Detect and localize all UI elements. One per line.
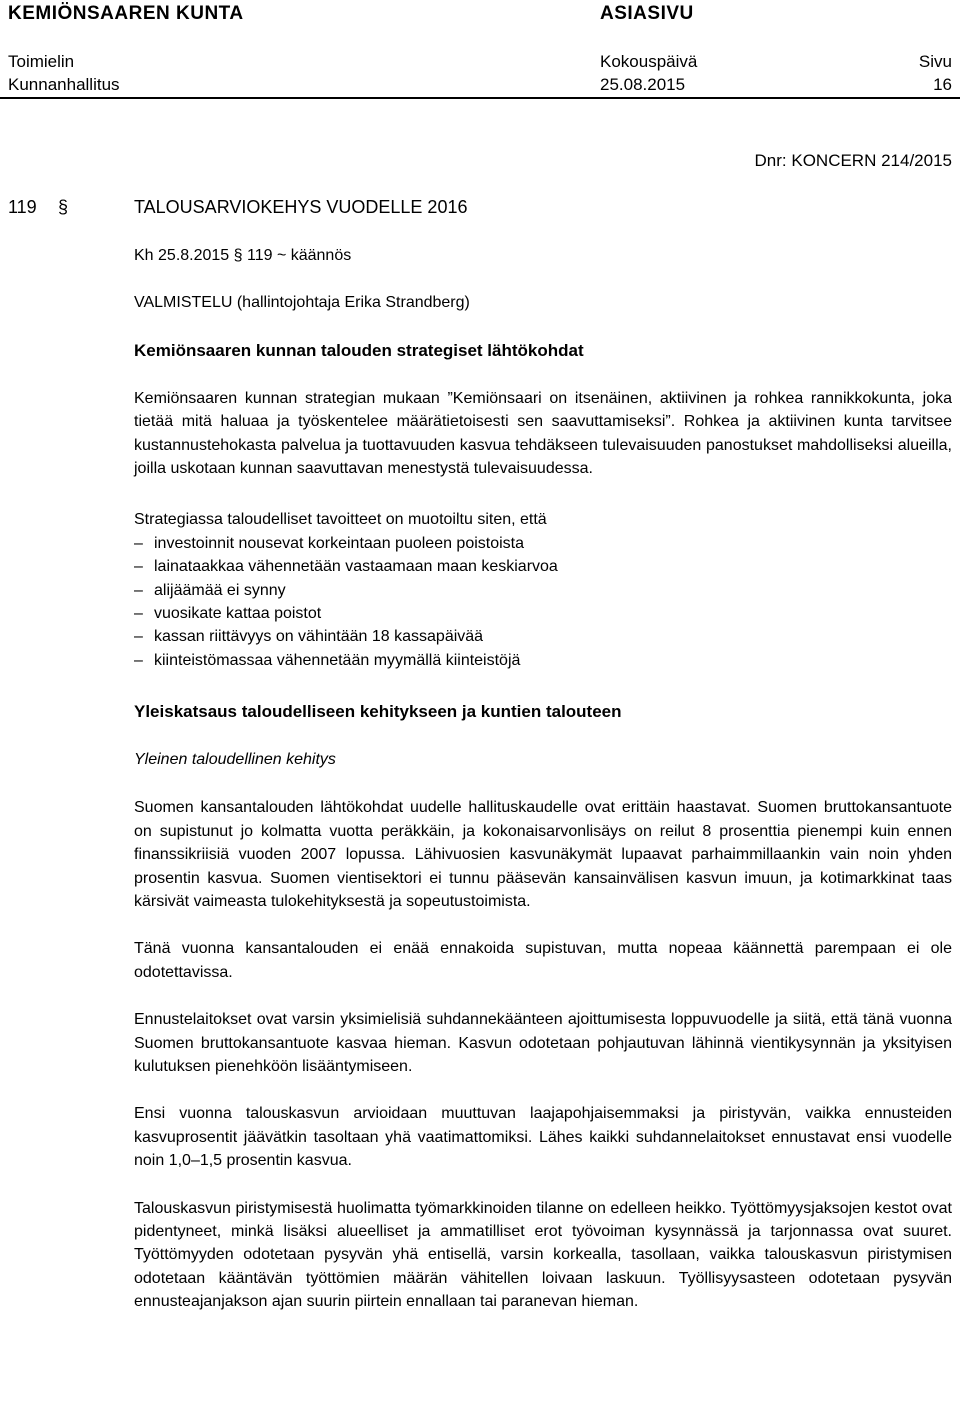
document-type: ASIASIVU xyxy=(600,3,694,24)
section-heading-overview: Yleiskatsaus taloudelliseen kehitykseen ja kuntien talouteen xyxy=(134,702,622,722)
list-item: – kassan riittävyys on vähintään 18 kassapäivää xyxy=(134,628,484,646)
goals-list xyxy=(134,532,952,672)
page-number: 16 xyxy=(933,75,952,94)
list-item: – lainataakkaa vähennetään vastaamaan maan keskiarvoa xyxy=(134,558,558,576)
paragraph-forecasts: Ennustelaitokset ovat varsin yksimielisiä suhdannekäänteen ajoittumisesta loppuvuodelle ja siitä, että tänä vuonna Suomen bruttokansantuote kasvaa hieman. Kasvun odotetaan pohjautuvan lähinnä vientikysynnän ja yksityisen kulutuksen pienehköön lisääntymiseen. xyxy=(134,1011,952,1075)
list-item: – alijäämää ei synny xyxy=(134,581,286,599)
section-mark: § xyxy=(58,197,69,217)
item-title: TALOUSARVIOKEHYS VUODELLE 2016 xyxy=(134,197,468,217)
record-number: Dnr: KONCERN 214/2015 xyxy=(754,151,952,170)
list-item: – vuosikate kattaa poistot xyxy=(134,605,322,623)
section-heading-strategy: Kemiönsaaren kunnan talouden strategiset lähtökohdat xyxy=(134,340,584,360)
document-body xyxy=(134,244,952,1314)
subheading-general: Yleinen taloudellinen kehitys xyxy=(134,751,336,769)
paragraph-outlook: Tänä vuonna kansantalouden ei enää ennakoida supistuvan, mutta nopeaa käännettä parempaan ei ole odotettavissa. xyxy=(134,940,952,981)
item-number: 119 xyxy=(8,197,37,217)
paragraph-labour-market: Talouskasvun piristymisestä huolimatta työmarkkinoiden tilanne on edelleen heikko. Työttömyysjaksojen kestot ovat pidentyneet, minkä lisäksi alueelliset ja ammatilliset erot työvoiman kysynnässä ja tarjonnassa ovat suuret. Työttömyyden odotetaan pysyvän yhä entisellä, varsin korkealla, tasollaan, vaikka talouskasvun piristymisen odotetaan kääntävän työttömien määrän vähitellen loivaan laskuun. Työllisyysasteen odotetaan pysyvän ennusteajanjakson ajan suurin piirtein ennallaan tai paranevan hieman. xyxy=(134,1199,952,1311)
list-item: – kiinteistömassaa vähennetään myymällä kiinteistöjä xyxy=(134,651,521,669)
reference-line: Kh 25.8.2015 § 119 ~ käännös xyxy=(134,247,352,264)
paragraph-economy: Suomen kansantalouden lähtökohdat uudelle hallituskaudelle ovat erittäin haastavat. Suomen bruttokansantuote on supistunut jo kolmatta vuotta peräkkäin, ja kokonaisarvonlisäys on reilut 8 prosenttia pienempi kuin ennen finanssikriisiä vuoden 2007 lopussa. Lähivuosien kasvunäkymät lupaavat parhaimmillaankin vain noin yhden prosentin kasvua. Suomen vientisektori ei tunnu pääsevän kansainvälisen kasvun imuun, ja kotimarkkinat taas kärsivät vaimeasta tulokehityksestä ja sopeutustoimista. xyxy=(134,799,952,910)
header-divider xyxy=(0,97,960,99)
page-header xyxy=(0,0,960,100)
page-label: Sivu xyxy=(918,52,952,71)
list-item: – investoinnit nousevat korkeintaan puoleen poistoista xyxy=(134,534,525,552)
paragraph-next-year: Ensi vuonna talouskasvun arvioidaan muuttuvan laajapohjaisemmaksi ja piristyvän, vaikka ennusteiden kasvuprosentit jäävätkin tasoltaan yhä vaatimattomiksi. Lähes kaikki suhdannelaitokset ennustavat ensi vuodelle noin 1,0–1,5 prosentin kasvua. xyxy=(134,1105,952,1170)
strategy-intro: Strategiassa taloudelliset tavoitteet on muotoiltu siten, että xyxy=(134,511,547,529)
meeting-date-value: 25.08.2015 xyxy=(600,75,686,94)
paragraph-strategy: Kemiönsaaren kunnan strategian mukaan ”Kemiönsaari on itsenäinen, aktiivinen ja rohkea rannikkokunta, joka tietää mitä haluaa ja työskentelee määrätietoisesti sen saavuttamiseksi”. Rohkea ja aktiivinen kunta tarvitsee kustannustehokasta palvelua ja tuottavuuden kasvua tehdäkseen tulevaisuuden panostukset mahdolliseksi alueilla, joilla uskotaan kunnan saavuttavan menestystä tulevaisuudessa. xyxy=(134,389,952,478)
meeting-date-label: Kokouspäivä xyxy=(600,52,698,71)
preparation-line: VALMISTELU (hallintojohtaja Erika Strandberg) xyxy=(134,294,470,312)
body-label: Toimielin xyxy=(8,52,75,71)
body-value: Kunnanhallitus xyxy=(8,75,120,94)
municipality-name: KEMIÖNSAAREN KUNTA xyxy=(8,3,244,24)
